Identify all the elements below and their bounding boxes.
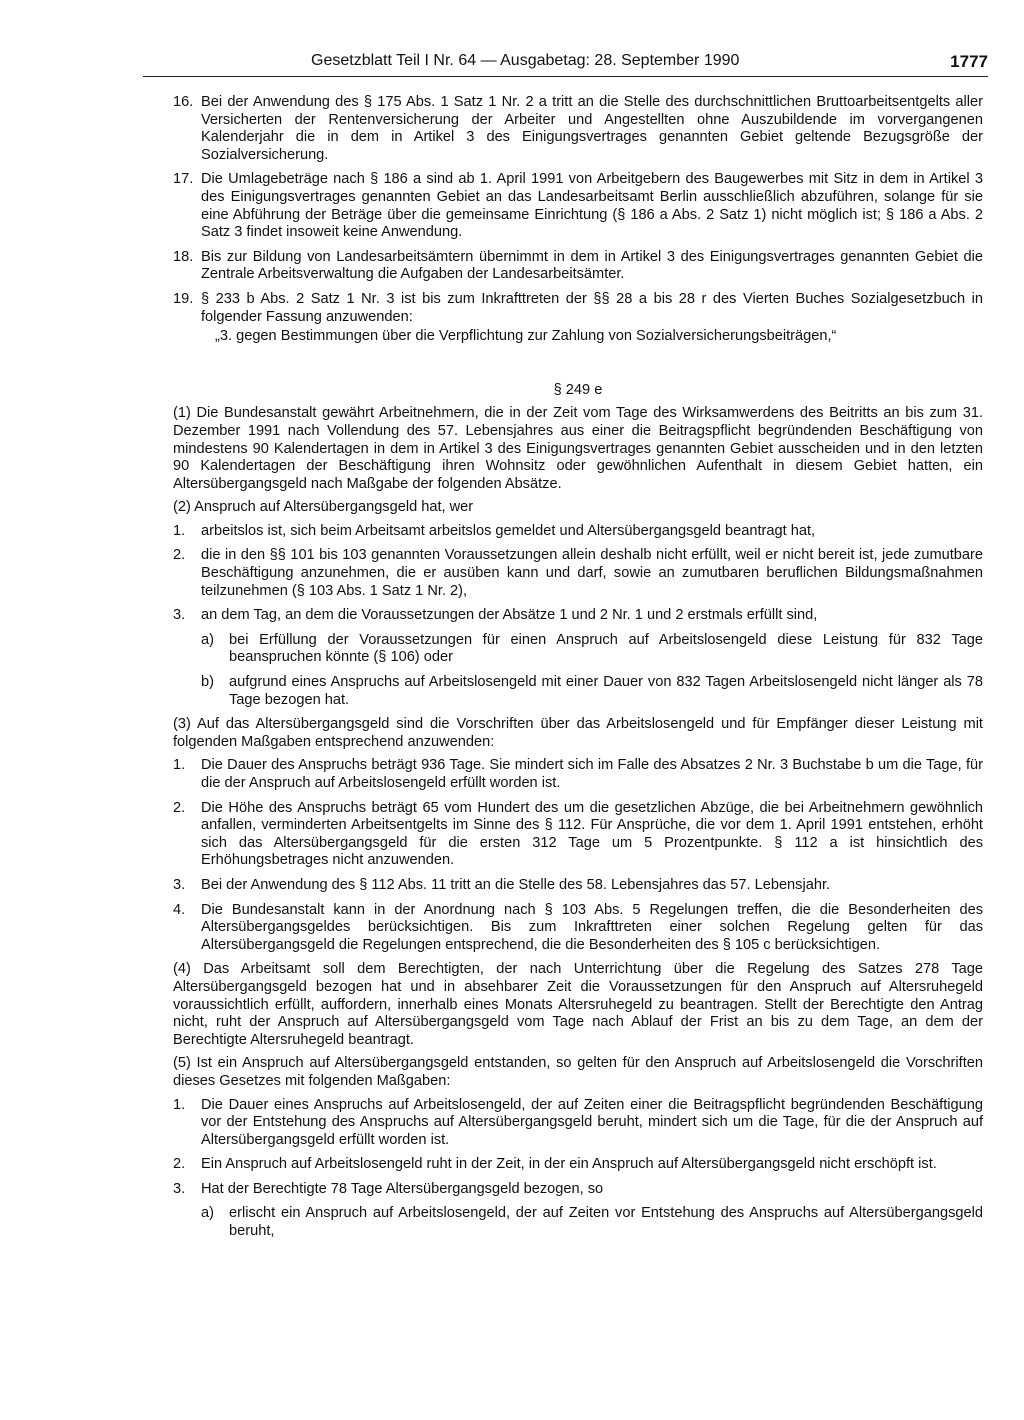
running-title: Gesetzblatt Teil I Nr. 64 — Ausgabetag: 28. September 1990 (311, 52, 740, 69)
document-body (173, 94, 983, 1248)
list-item: 2. Ein Anspruch auf Arbeitslosengeld ruht in der Zeit, in der ein Anspruch auf Altersübergangsgeld nicht erschöpft ist. (173, 1156, 937, 1173)
section-heading: § 249 e (553, 381, 603, 398)
page-number: 1777 (950, 52, 988, 71)
sub-item: a) bei Erfüllung der Voraussetzungen für einen Anspruch auf Arbeitslosengeld diese Leistung für 832 Tage beanspruchen könnte (§ 106) oder (201, 631, 983, 666)
list-item: 2. Die Höhe des Anspruchs beträgt 65 vom Hundert des um die gesetzlichen Abzüge, die bei Arbeitnehmern gewöhnlich anfallen, verminderten Arbeitsentgelts im Sinne des § 112. Für Ansprüche, die vor dem 1. April 1991 entstehen, erhöht sich das Altersübergangsgeld für die ersten 312 Tage um 5 Prozentpunkte. § 112 a ist hinsichtlich des Erhöhungsbetrages nicht anzuwenden. (173, 799, 983, 869)
sub-item: a) erlischt ein Anspruch auf Arbeitslosengeld, der auf Zeiten vor Entstehung des Anspruchs auf Altersübergangsgeld beruht, (201, 1205, 983, 1240)
paragraph-5: (5) Ist ein Anspruch auf Altersübergangsgeld entstanden, so gelten für den Anspruch auf Arbeitslosengeld die Vorschriften dieses Gesetzes mit folgenden Maßgaben: (173, 1055, 983, 1089)
paragraph-2: (2) Anspruch auf Altersübergangsgeld hat, wer (173, 499, 474, 516)
list-item: 16. Bei der Anwendung des § 175 Abs. 1 Satz 1 Nr. 2 a tritt an die Stelle des durchschnittlichen Bruttoarbeitsentgelts aller Versicherten der Rentenversicherung der Arbeiter und Angestellten ohne Auszubildende im vorvergangenen Kalenderjahr die in dem in Artikel 3 des Einigungsvertrages genannten Gebiet geltende Bezugsgröße der Sozialversicherung. (173, 94, 983, 163)
list-item: 1. arbeitslos ist, sich beim Arbeitsamt arbeitslos gemeldet und Altersübergangsgeld beantragt hat, (173, 522, 816, 539)
paragraph-1: (1) Die Bundesanstalt gewährt Arbeitnehmern, die in der Zeit vom Tage des Wirksamwerdens des Beitritts an bis zum 31. Dezember 1991 nach Vollendung des 57. Lebensjahres aus einer die Beitragspflicht begründenden Beschäftigung von mindestens 90 Kalendertagen in dem in Artikel 3 des Einigungsvertrages genannten Gebiet ausscheiden und in den letzten 90 Kalendertagen der Beschäftigung ihren Wohnsitz oder gewöhnlichen Aufenthalt in diesem Gebiet hatten, ein Altersübergangsgeld nach Maßgabe der folgenden Absätze. (173, 405, 983, 492)
paragraph-4: (4) Das Arbeitsamt soll dem Berechtigten, der nach Unterrichtung über die Regelung des Satzes 278 Tage Altersübergangsgeld bezogen hat und in absehbarer Zeit die Voraussetzungen für den Anspruch auf Altersruhegeld voraussichtlich erfüllt, auffordern, innerhalb eines Monats Altersruhegeld zu beantragen. Stellt der Berechtigte den Antrag nicht, ruht der Anspruch auf Altersübergangsgeld vom Tage nach Ablauf der Frist an bis zu dem Tage, an dem der Berechtigte Altersruhegeld beantragt. (173, 961, 983, 1048)
list-item: 3. Bei der Anwendung des § 112 Abs. 11 tritt an die Stelle des 58. Lebensjahres das 57. Lebensjahr. (173, 876, 831, 893)
list-item: 4. Die Bundesanstalt kann in der Anordnung nach § 103 Abs. 5 Regelungen treffen, die die Besonderheiten des Altersübergangsgeldes berücksichtigen. Bis zum Inkrafttreten einer solchen Regelung gelten für das Altersübergangsgeld die Regelungen entsprechend, die die Besonderheiten des § 105 c berücksichtigen. (173, 901, 983, 953)
list-item: 2. die in den §§ 101 bis 103 genannten Voraussetzungen allein deshalb nicht erfüllt, weil er nicht bereit ist, jede zumutbare Beschäftigung anzunehmen, die er ausüben kann und darf, sowie an zumutbaren beruflichen Bildungsmaßnahmen teilzunehmen (§ 103 Abs. 1 Satz 1 Nr. 2), (173, 547, 983, 599)
paragraph-3: (3) Auf das Altersübergangsgeld sind die Vorschriften über das Arbeitslosengeld und für Empfänger dieser Leistung mit folgenden Maßgaben entsprechend anzuwenden: (173, 716, 983, 750)
quoted-text: „3. gegen Bestimmungen über die Verpflichtung zur Zahlung von Sozialversicherungsbeiträgen,“ (215, 328, 837, 345)
list-item: 3. an dem Tag, an dem die Voraussetzungen der Absätze 1 und 2 Nr. 1 und 2 erstmals erfüllt sind, (173, 607, 818, 624)
list-item: 18. Bis zur Bildung von Landesarbeitsämtern übernimmt in dem in Artikel 3 des Einigungsvertrages genannten Gebiet die Zentrale Arbeitsverwaltung die Aufgaben der Landesarbeitsämter. (173, 248, 983, 283)
sub-item: b) aufgrund eines Anspruchs auf Arbeitslosengeld mit einer Dauer von 832 Tagen Arbeitslosengeld nicht länger als 78 Tage bezogen hat. (201, 674, 983, 708)
list-item: 1. Die Dauer des Anspruchs beträgt 936 Tage. Sie mindert sich im Falle des Absatzes 2 Nr. 3 Buchstabe b um die Tage, für die der Anspruch auf Arbeitslosengeld erfüllt worden ist. (173, 757, 983, 791)
list-item: 1. Die Dauer eines Anspruchs auf Arbeitslosengeld, der auf Zeiten einer die Beitragspflicht begründenden Beschäftigung vor der Entstehung des Anspruchs auf Altersübergangsgeld beruht, mindert sich um die Tage, für die der Anspruch auf Altersübergangsgeld erfüllt worden ist. (173, 1096, 983, 1148)
list-item: 3. Hat der Berechtigte 78 Tage Altersübergangsgeld bezogen, so (173, 1180, 604, 1197)
list-item: 19. § 233 b Abs. 2 Satz 1 Nr. 3 ist bis zum Inkrafttreten der §§ 28 a bis 28 r des Vierten Buches Sozialgesetzbuch in folgender Fassung anzuwenden: (173, 290, 983, 325)
list-item: 17. Die Umlagebeträge nach § 186 a sind ab 1. April 1991 von Arbeitgebern des Baugewerbes mit Sitz in dem in Artikel 3 des Einigungsvertrages genannten Gebiet an das Landesarbeitsamt Berlin ausschließlich abzuführen, solange für sie eine Abführung der Beträge über die gemeinsame Einrichtung (§ 186 a Abs. 2 Satz 1) nicht möglich ist; § 186 a Abs. 2 Satz 3 findet insoweit keine Anwendung. (173, 171, 983, 241)
page-header (143, 52, 988, 77)
